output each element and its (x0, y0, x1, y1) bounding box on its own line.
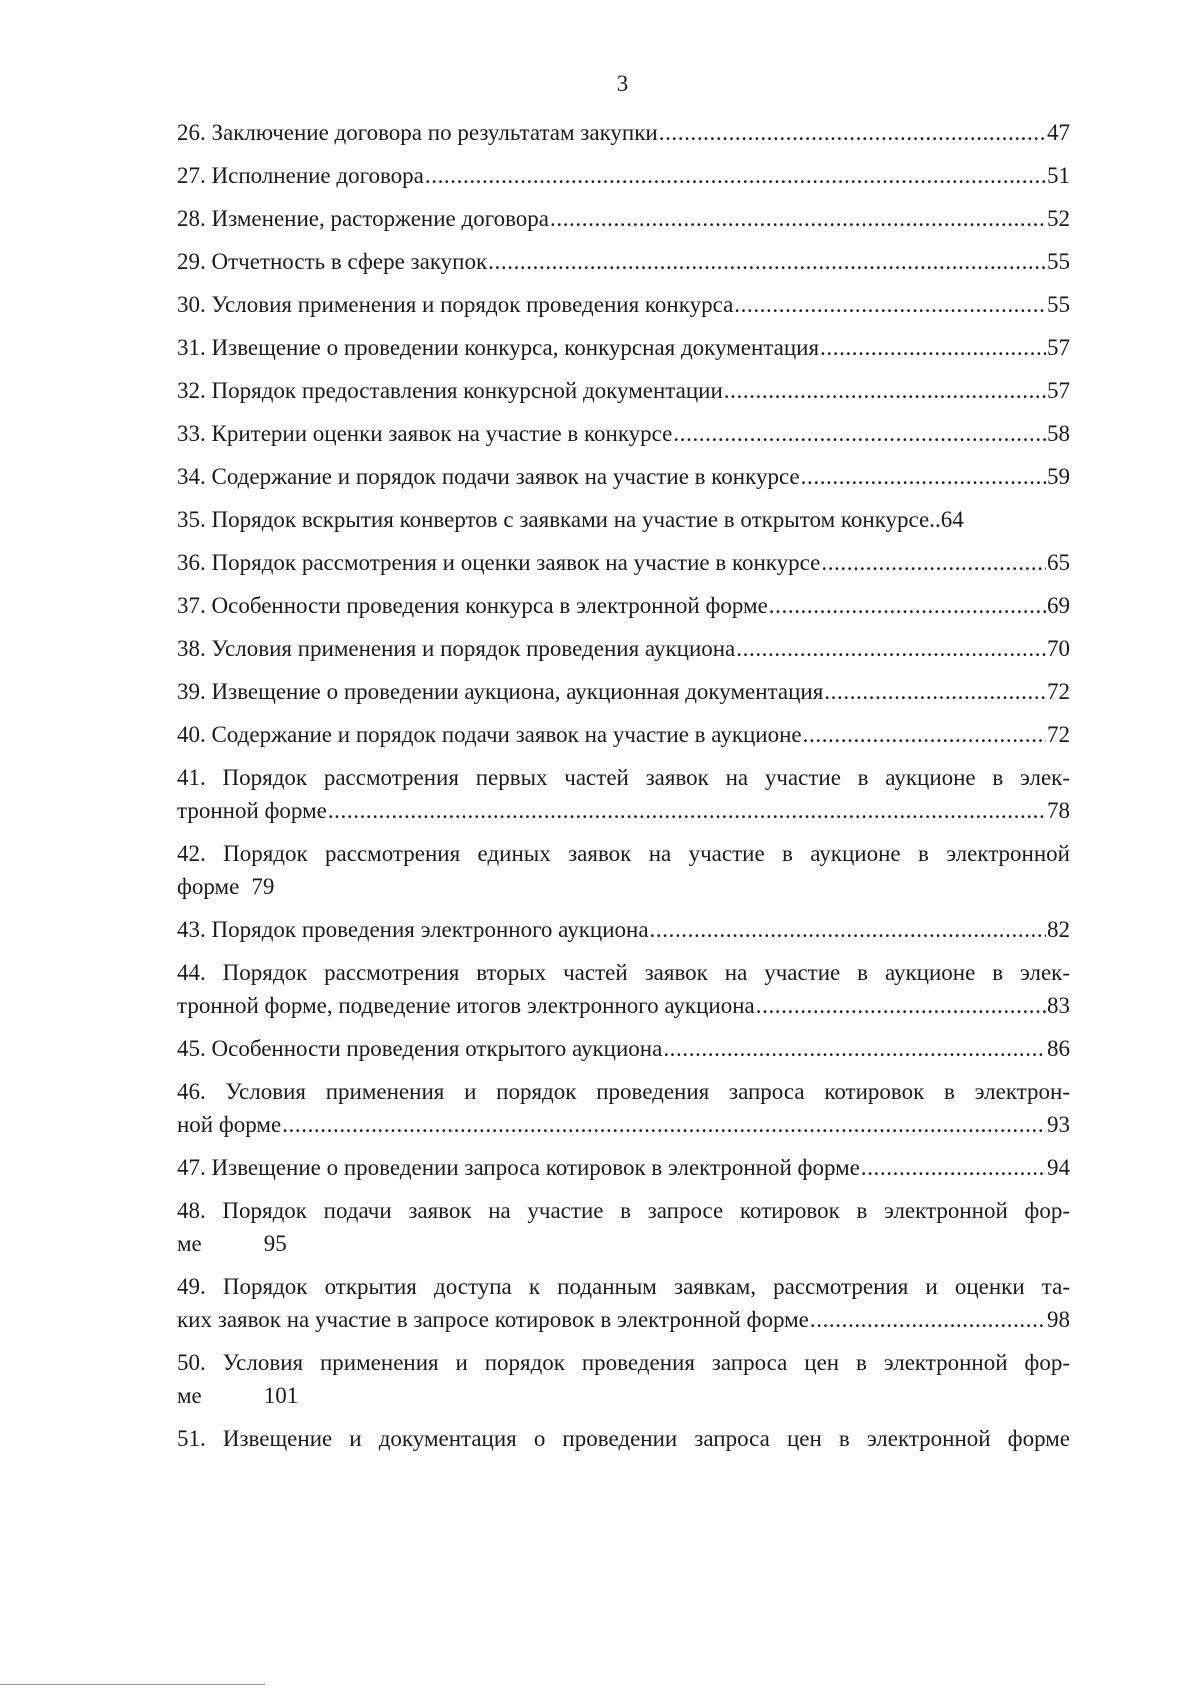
toc-entry-page: 95 (263, 1231, 287, 1256)
toc-entry-title-line2: тронной форме (177, 798, 327, 823)
dot-leader (650, 913, 1046, 946)
toc-entry-title: 43. Порядок проведения электронного аукциона (177, 917, 649, 942)
toc-entry-page: 69 (1047, 593, 1070, 618)
toc-entry-page: 47 (1047, 120, 1070, 145)
dot-leader (659, 116, 1046, 149)
toc-entry-title: 40. Содержание и порядок подачи заявок на участие в аукционе (177, 722, 802, 747)
toc-entry-title: 29. Отчетность в сфере закупок (177, 249, 488, 274)
toc-entry-31 (177, 331, 1070, 364)
toc-entry-page: 82 (1047, 917, 1070, 942)
toc-entry-title-line2: ких заявок на участие в запросе котировок в электронной форме (177, 1307, 809, 1332)
toc-entry-page: 64 (940, 507, 964, 532)
toc-entry-29 (177, 245, 1070, 278)
toc-entry-title-line1: 44. Порядок рассмотрения вторых частей заявок на участие в аукционе в элек- (177, 960, 1070, 985)
toc-entry-page: 70 (1047, 636, 1070, 661)
dot-leader (550, 202, 1046, 235)
toc-entry-title-line2: тронной форме, подведение итогов электронного аукциона (177, 993, 755, 1018)
toc-entry-page: 79 (251, 874, 275, 899)
dot-leader (824, 675, 1046, 708)
dot-leader (663, 1032, 1046, 1065)
toc-entry-40 (177, 718, 1070, 751)
toc-entry-title: 33. Критерии оценки заявок на участие в конкурсе (177, 421, 673, 446)
toc-entry-title: 39. Извещение о проведении аукциона, аукционная документация (177, 679, 824, 704)
dot-leader (803, 718, 1046, 751)
toc-entry-43 (177, 913, 1070, 946)
toc-entry-page: 55 (1047, 249, 1070, 274)
toc-entry-page: 52 (1047, 206, 1070, 231)
dot-leader: .. (929, 507, 941, 532)
toc-entry-26 (177, 116, 1070, 149)
toc-entry-title: 28. Изменение, расторжение договора (177, 206, 549, 231)
toc-entry-page: 57 (1047, 335, 1070, 360)
toc-entry-title-line1: 51. Извещение и документация о проведении запроса цен в электронной форме (177, 1426, 1070, 1451)
toc-entry-title: 30. Условия применения и порядок проведения конкурса (177, 292, 734, 317)
toc-entry-title: 47. Извещение о проведении запроса котировок в электронной форме (177, 1155, 860, 1180)
toc-entry-35 (177, 503, 1070, 536)
dot-leader (769, 589, 1046, 622)
toc-entry-44 (177, 956, 1070, 1022)
toc-entry-title: 35. Порядок вскрытия конвертов с заявками на участие в открытом конкурсе (177, 507, 930, 532)
dot-leader (488, 245, 1046, 278)
toc-entry-page: 94 (1047, 1155, 1070, 1180)
toc-entry-page: 78 (1047, 798, 1070, 823)
toc-entry-title-line1: 46. Условия применения и порядок проведения запроса котировок в электрон- (177, 1079, 1070, 1104)
dot-leader (810, 1303, 1046, 1336)
toc-entry-page: 72 (1047, 722, 1070, 747)
dot-leader (820, 331, 1046, 364)
toc-entry-title-line2: ме (177, 1231, 202, 1256)
toc-entry-title-line1: 50. Условия применения и порядок проведения запроса цен в электронной фор- (177, 1350, 1070, 1375)
dot-leader (861, 1151, 1046, 1184)
toc-entry-page: 98 (1047, 1307, 1070, 1332)
toc-entry-title-line1: 48. Порядок подачи заявок на участие в запросе котировок в электронной фор- (177, 1198, 1070, 1223)
toc-entry-page: 83 (1047, 993, 1070, 1018)
toc-entry-34 (177, 460, 1070, 493)
scan-artifact-line (0, 1684, 265, 1685)
toc-entry-page: 58 (1047, 421, 1070, 446)
toc-entry-title-line2: ной форме (177, 1112, 282, 1137)
dot-leader (821, 546, 1046, 579)
dot-leader (736, 632, 1046, 665)
toc-entry-page: 51 (1047, 163, 1070, 188)
toc-entry-page: 59 (1047, 464, 1070, 489)
dot-leader (756, 989, 1046, 1022)
toc-entry-title: 37. Особенности проведения конкурса в электронной форме (177, 593, 768, 618)
dot-leader (801, 460, 1046, 493)
toc-entry-33 (177, 417, 1070, 450)
toc-entry-page: 101 (263, 1383, 299, 1408)
toc-entry-48 (177, 1194, 1070, 1260)
toc-entry-title-line1: 42. Порядок рассмотрения единых заявок на участие в аукционе в электронной (177, 841, 1070, 866)
toc-entry-page: 65 (1047, 550, 1070, 575)
toc-entry-title: 36. Порядок рассмотрения и оценки заявок на участие в конкурсе (177, 550, 821, 575)
toc-entry-51 (177, 1422, 1070, 1455)
toc-entry-title: 38. Условия применения и порядок проведения аукциона (177, 636, 736, 661)
toc-entry-32 (177, 374, 1070, 407)
toc-entry-title: 27. Исполнение договора (177, 163, 424, 188)
dot-leader (328, 794, 1046, 827)
toc-entry-37 (177, 589, 1070, 622)
toc-entry-page: 57 (1047, 378, 1070, 403)
dot-leader (425, 159, 1046, 192)
toc-entry-page: 86 (1047, 1036, 1070, 1061)
dot-leader (734, 288, 1046, 321)
dot-leader (673, 417, 1046, 450)
toc-entry-41 (177, 761, 1070, 827)
toc-entry-title: 26. Заключение договора по результатам закупки (177, 120, 658, 145)
toc-entry-title: 31. Извещение о проведении конкурса, конкурсная документация (177, 335, 820, 360)
toc-entry-title-line2: ме (177, 1383, 202, 1408)
dot-leader (724, 374, 1046, 407)
toc-entry-title-line2: форме (177, 874, 240, 899)
dot-leader (282, 1108, 1046, 1141)
toc-entry-title: 32. Порядок предоставления конкурсной документации (177, 378, 723, 403)
toc-entry-49 (177, 1270, 1070, 1336)
toc-entry-page: 93 (1047, 1112, 1070, 1137)
toc-entry-38 (177, 632, 1070, 665)
toc-entry-47 (177, 1151, 1070, 1184)
toc-entry-42 (177, 837, 1070, 903)
toc-entry-39 (177, 675, 1070, 708)
table-of-contents (177, 116, 1070, 1465)
page-number: 3 (616, 71, 629, 96)
toc-entry-45 (177, 1032, 1070, 1065)
toc-entry-28 (177, 202, 1070, 235)
toc-entry-title: 34. Содержание и порядок подачи заявок на участие в конкурсе (177, 464, 800, 489)
toc-entry-title-line1: 41. Порядок рассмотрения первых частей заявок на участие в аукционе в элек- (177, 765, 1070, 790)
toc-entry-title: 45. Особенности проведения открытого аукциона (177, 1036, 663, 1061)
toc-entry-page: 72 (1047, 679, 1070, 704)
toc-entry-50 (177, 1346, 1070, 1412)
toc-entry-30 (177, 288, 1070, 321)
toc-entry-page: 55 (1047, 292, 1070, 317)
toc-entry-title-line1: 49. Порядок открытия доступа к поданным заявкам, рассмотрения и оценки та- (177, 1274, 1070, 1299)
toc-entry-36 (177, 546, 1070, 579)
toc-entry-46 (177, 1075, 1070, 1141)
toc-entry-27 (177, 159, 1070, 192)
